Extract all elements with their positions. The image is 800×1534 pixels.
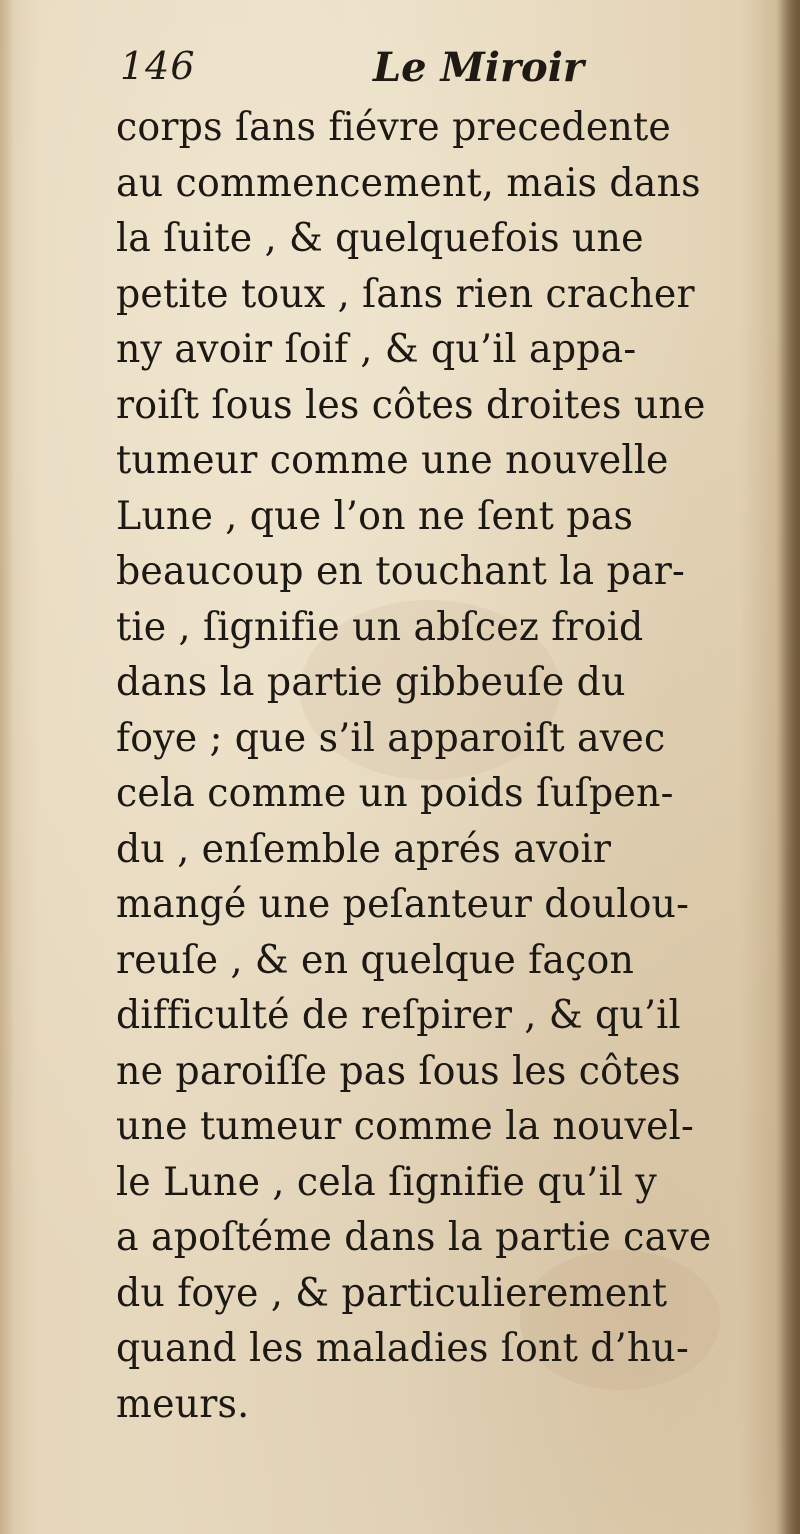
text-line: du foye , & particulierement bbox=[116, 1270, 668, 1316]
text-line: a apoſtéme dans la partie cave bbox=[116, 1215, 712, 1260]
text-line: tie , ſignifie un abſcez froid bbox=[116, 604, 644, 650]
text-line: mangé une peſanteur doulou- bbox=[116, 882, 690, 927]
text-line: au commencement, mais dans bbox=[116, 160, 701, 206]
text-line: du , enſemble aprés avoir bbox=[116, 826, 612, 872]
text-line: une tumeur comme la nouvel- bbox=[116, 1104, 694, 1149]
text-line: cela comme un poids ſuſpen- bbox=[116, 771, 674, 816]
text-line: le Lune , cela ſignifie qu’il y bbox=[116, 1159, 657, 1205]
text-line: corps ſans fiévre precedente bbox=[116, 105, 672, 150]
text-line: difficulté de reſpirer , & qu’il bbox=[116, 993, 681, 1038]
page-header bbox=[120, 44, 780, 104]
text-line: reuſe , & en quelque façon bbox=[116, 937, 635, 983]
running-title: Le Miroir bbox=[373, 44, 584, 91]
page-number: 146 bbox=[120, 44, 196, 88]
text-line: roiſt ſous les côtes droites une bbox=[116, 382, 706, 428]
text-line: beaucoup en touchant la par- bbox=[116, 549, 686, 594]
body-text bbox=[116, 100, 796, 1432]
page-left-edge bbox=[0, 0, 14, 1534]
text-line: petite toux , ſans rien cracher bbox=[116, 271, 695, 317]
text-line: meurs. bbox=[116, 1381, 250, 1427]
text-line: foye ; que s’il apparoiſt avec bbox=[116, 715, 666, 761]
text-line: ny avoir ſoif , & qu’il appa- bbox=[116, 327, 637, 372]
text-line: dans la partie gibbeuſe du bbox=[116, 660, 626, 705]
text-line: quand les maladies ſont d’hu- bbox=[116, 1326, 689, 1371]
text-line: la ſuite , & quelquefois une bbox=[116, 216, 644, 261]
text-line: tumeur comme une nouvelle bbox=[116, 438, 669, 483]
text-line: Lune , que l’on ne ſent pas bbox=[116, 493, 634, 539]
text-line: ne paroiſſe pas ſous les côtes bbox=[116, 1048, 681, 1094]
